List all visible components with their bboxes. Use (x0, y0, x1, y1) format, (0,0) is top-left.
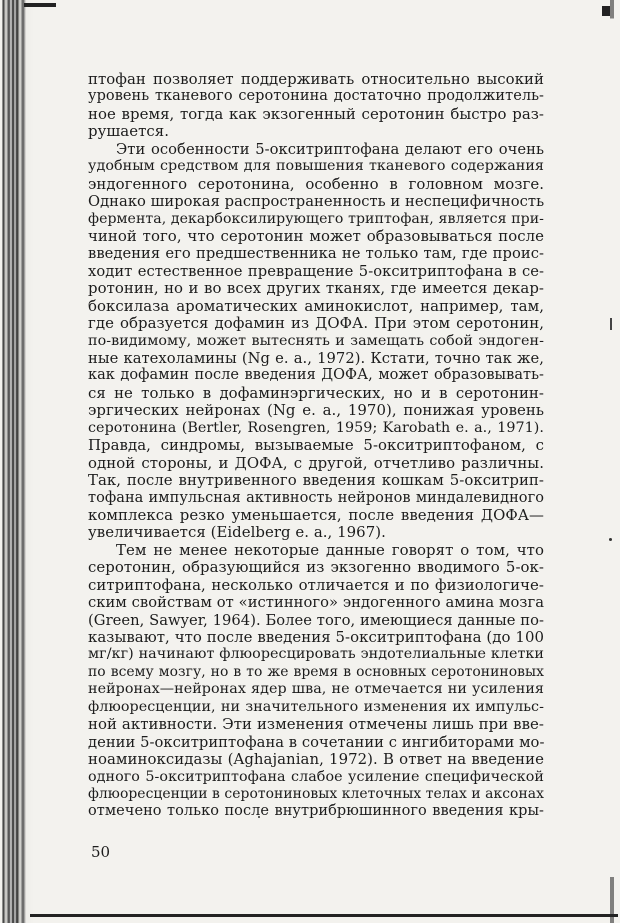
text-line: Так, после внутривенного введения кошкам 5-окситрип- (88, 471, 544, 490)
text-line: отмечено только после внутрибрюшинного введения кры- (88, 803, 544, 820)
text-line: дении 5-окситриптофана в сочетании с ингибиторами мо- (88, 733, 545, 751)
text-line: введения его предшественника не только там, где проис- (88, 245, 544, 263)
text-line: Эти особенности 5-окситриптофана делают его очень (116, 140, 544, 158)
scan-bottom-edge (30, 914, 618, 917)
body-text (88, 71, 544, 821)
text-line: ные катехоламины (Ng e. a., 1972). Кстати, точно так же, (88, 350, 544, 367)
text-line: флюоресценции в серотониновых клеточных телах и аксонах (88, 785, 544, 802)
scan-top-mark (24, 3, 56, 7)
text-line: фермента, декарбоксилирующего триптофан, является при- (88, 210, 544, 227)
text-line: уровень тканевого серотонина достаточно продолжитель- (88, 88, 544, 105)
page-right-edge (610, 0, 614, 923)
text-line: мг/кг) начинают флюоресцировать эндотелиальные клетки (88, 646, 544, 663)
text-line: Однако широкая распространенность и неспецифичность (88, 193, 545, 211)
text-line: ским свойствам от «истинного» эндогенного амина мозга (88, 594, 544, 612)
text-line: казывают, что после введения 5-окситриптофана (до 100 (88, 628, 544, 646)
text-line: нейронах—нейронах ядер шва, не отмечается ни усиления (88, 681, 544, 698)
page-number: 50 (91, 843, 111, 861)
text-line: ной активности. Эти изменения отмечены лишь при вве- (88, 715, 544, 734)
text-line: ся не только в дофаминэргических, но и в серотонин- (88, 383, 544, 402)
text-line: Правда, синдромы, вызываемые 5-окситриптофаном, с (88, 436, 544, 455)
text-line: ное время, тогда как экзогенный серотонин быстро раз- (88, 104, 544, 123)
text-line: комплекса резко уменьшается, после введения ДОФА— (88, 505, 544, 524)
text-line: эргических нейронах (Ng e. a., 1970), понижая уровень (88, 401, 544, 420)
text-line: рушается. (88, 122, 169, 141)
text-line: флюоресценции, ни значительного изменения их импульс- (88, 698, 544, 715)
text-line: чиной того, что серотонин может образовываться после (88, 226, 544, 245)
text-line: ходит естественное превращение 5-окситриптофана в се- (88, 262, 544, 280)
text-line: ротонин, но и во всех других тканях, где имеется декар- (88, 279, 544, 298)
scan-speck (609, 538, 612, 541)
text-line: Тем не менее некоторые данные говорят о том, что (116, 540, 544, 559)
text-line: по всему мозгу, но в то же время в основных серотониновых (88, 663, 544, 680)
text-line: одного 5-окситриптофана слабое усиление специфической (88, 768, 544, 785)
scan-corner-mark (602, 6, 610, 16)
text-line: серотонина (Bertler, Rosengren, 1959; Karobath e. a., 1971). (88, 419, 544, 436)
edge-tick (610, 318, 612, 330)
text-line: по-видимому, может вытеснять и замещать собой эндоген- (88, 332, 544, 349)
text-line: боксилаза ароматических аминокислот, например, там, (88, 296, 544, 315)
text-line: одной стороны, и ДОФА, с другой, отчетливо различны. (88, 453, 544, 472)
book-spine-shadow (0, 0, 34, 923)
text-line: ситриптофана, несколько отличается и по физиологиче- (88, 575, 544, 594)
text-line: увеличивается (Eidelberg e. a., 1967). (88, 523, 386, 542)
text-line: где образуется дофамин из ДОФА. При этом серотонин, (88, 314, 544, 333)
text-line: серотонин, образующийся из экзогенно вводимого 5-ок- (88, 558, 544, 577)
text-line: удобным средством для повышения тканевого содержания (88, 158, 544, 175)
text-line: как дофамин после введения ДОФА, может образовывать- (88, 367, 544, 384)
text-line: (Green, Sawyer, 1964). Более того, имеющиеся данные по- (88, 611, 544, 629)
text-line: эндогенного серотонина, особенно в головном мозге. (88, 174, 544, 193)
text-line: ноаминоксидазы (Aghajanian, 1972). В ответ на введение (88, 750, 544, 769)
text-line: птофан позволяет поддерживать относительно высокий (88, 70, 544, 88)
text-line: тофана импульсная активность нейронов миндалевидного (88, 489, 544, 506)
